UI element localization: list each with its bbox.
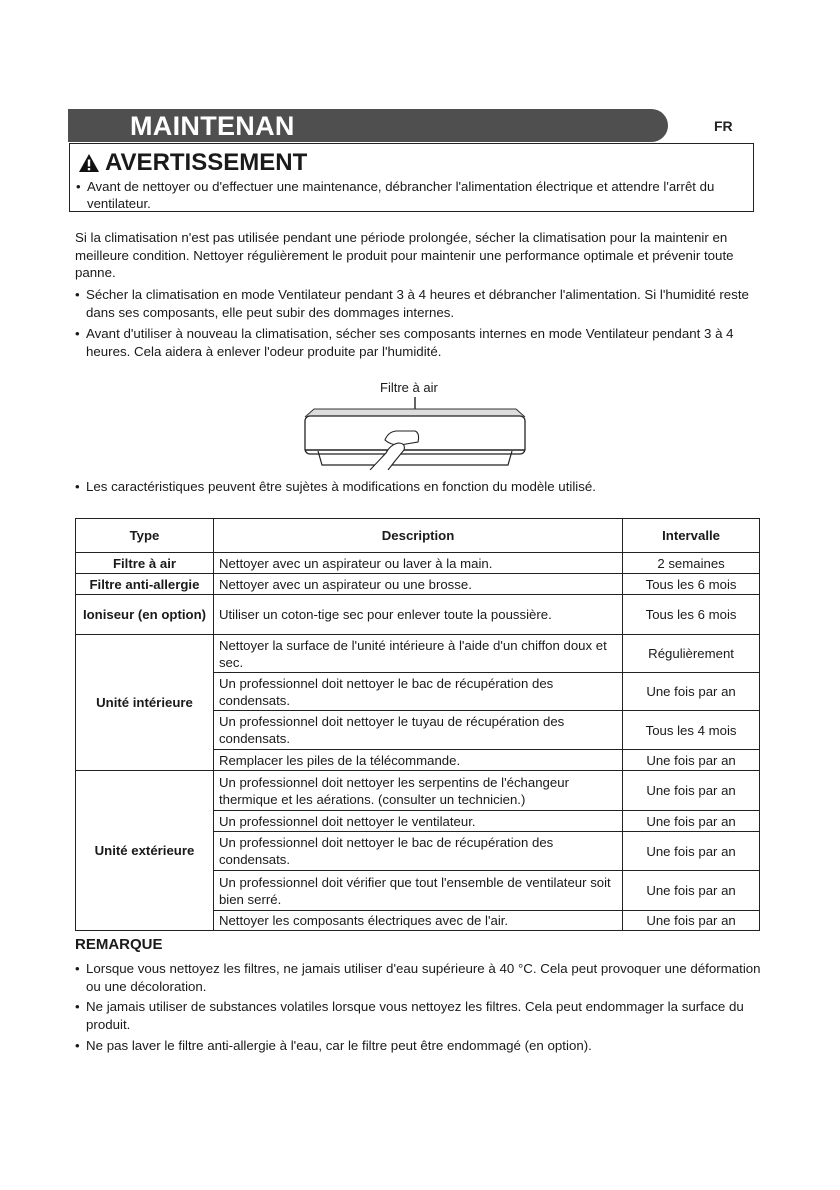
description-cell: Remplacer les piles de la télécommande. (213, 750, 622, 771)
description-cell: Un professionnel doit vérifier que tout l'ensemble de ventilateur soit bien serré. (213, 871, 622, 911)
table-row (76, 553, 760, 574)
description-cell: Un professionnel doit nettoyer les serpentins de l'échangeur thermique et les aérations. (consulter un technicien.) (213, 771, 622, 811)
description-cell: Un professionnel doit nettoyer le ventilateur. (213, 811, 622, 832)
section-title: MAINTENAN (130, 111, 295, 141)
description-cell: Un professionnel doit nettoyer le bac de récupération des condensats. (213, 673, 622, 711)
bullet-icon: • (75, 287, 80, 302)
table-row (76, 771, 760, 811)
bullet-icon: • (75, 1038, 80, 1053)
interval-cell: Une fois par an (623, 871, 760, 911)
interval-cell: 2 semaines (623, 553, 760, 574)
intro-bullet (75, 325, 765, 360)
description-cell: Un professionnel doit nettoyer le tuyau de récupération des condensats. (213, 711, 622, 750)
description-cell: Nettoyer les composants électriques avec de l'air. (213, 911, 622, 931)
description-cell: Nettoyer la surface de l'unité intérieure à l'aide d'un chiffon doux et sec. (213, 635, 622, 673)
interval-cell: Une fois par an (623, 750, 760, 771)
warning-heading (78, 149, 307, 177)
type-cell: Unité intérieure (76, 635, 214, 771)
bullet-icon: • (76, 179, 81, 194)
warning-item-text: Avant de nettoyer ou d'effectuer une maintenance, débrancher l'alimentation électrique et attendre l'arrêt du ventilateur. (87, 179, 715, 211)
interval-cell: Une fois par an (623, 911, 760, 931)
interval-cell: Une fois par an (623, 811, 760, 832)
column-header-description: Description (213, 519, 622, 553)
interval-cell: Une fois par an (623, 832, 760, 871)
interval-cell: Une fois par an (623, 673, 760, 711)
specs-note-text: Les caractéristiques peuvent être sujètes à modifications en fonction du modèle utilisé. (86, 479, 597, 494)
intro-paragraph: Si la climatisation n'est pas utilisée pendant une période prolongée, sécher la climatisation pour la maintenir en meilleure condition. Nettoyer régulièrement le produit pour maintenir une performance optimale et prévenir toute panne. (75, 230, 734, 280)
interval-cell: Tous les 6 mois (623, 574, 760, 595)
description-cell: Utiliser un coton-tige sec pour enlever toute la poussière. (213, 595, 622, 635)
type-cell: Filtre à air (76, 553, 214, 574)
description-cell: Un professionnel doit nettoyer le bac de récupération des condensats. (213, 832, 622, 871)
bullet-icon: • (75, 961, 80, 976)
interval-cell: Tous les 6 mois (623, 595, 760, 635)
table-row (76, 635, 760, 673)
figure-label: Filtre à air (380, 380, 438, 395)
description-cell: Nettoyer avec un aspirateur ou une brosse. (213, 574, 622, 595)
interval-cell: Régulièrement (623, 635, 760, 673)
intro-bullet-text: Avant d'utiliser à nouveau la climatisation, sécher ses composants internes en mode Ventilateur pendant 3 à 4 heures. Cela aidera à enlever l'odeur produite par l'humidité. (86, 326, 734, 359)
specs-note (75, 478, 765, 496)
bullet-icon: • (75, 326, 80, 341)
type-cell: Filtre anti-allergie (76, 574, 214, 595)
remark-bullet-text: Lorsque vous nettoyez les filtres, ne jamais utiliser d'eau supérieure à 40 °C. Cela peut provoquer une déformation ou une décoloration. (86, 961, 761, 994)
bullet-icon: • (75, 479, 80, 494)
section-banner (68, 109, 668, 142)
type-cell: Ioniseur (en option) (76, 595, 214, 635)
bullet-icon: • (75, 999, 80, 1014)
description-cell: Nettoyer avec un aspirateur ou laver à la main. (213, 553, 622, 574)
warning-triangle-icon (78, 153, 100, 173)
intro-bullet (75, 286, 765, 321)
remark-bullet-text: Ne pas laver le filtre anti-allergie à l'eau, car le filtre peut être endommagé (en option). (86, 1038, 592, 1053)
maintenance-table (75, 518, 760, 931)
table-header-row (76, 519, 760, 553)
interval-cell: Une fois par an (623, 771, 760, 811)
warning-item (76, 178, 748, 212)
table-row (76, 595, 760, 635)
column-header-type: Type (76, 519, 214, 553)
remark-bullet (75, 1037, 765, 1055)
type-cell: Unité extérieure (76, 771, 214, 931)
interval-cell: Tous les 4 mois (623, 711, 760, 750)
table-row (76, 574, 760, 595)
warning-title: AVERTISSEMENT (105, 149, 308, 176)
remark-title: REMARQUE (75, 936, 163, 953)
intro-bullet-text: Sécher la climatisation en mode Ventilateur pendant 3 à 4 heures et débrancher l'alimentation. Si l'humidité reste dans ses composants, elle peut subir des dommages internes. (86, 287, 749, 320)
indoor-unit-cleaning-illustration (300, 395, 530, 470)
warning-box (69, 143, 754, 212)
remark-bullet-text: Ne jamais utiliser de substances volatiles lorsque vous nettoyez les filtres. Cela peut endommager la surface du produit. (86, 999, 744, 1032)
remark-bullet (75, 960, 765, 995)
language-code: FR (714, 118, 733, 134)
column-header-interval: Intervalle (623, 519, 760, 553)
remark-bullet (75, 998, 765, 1033)
